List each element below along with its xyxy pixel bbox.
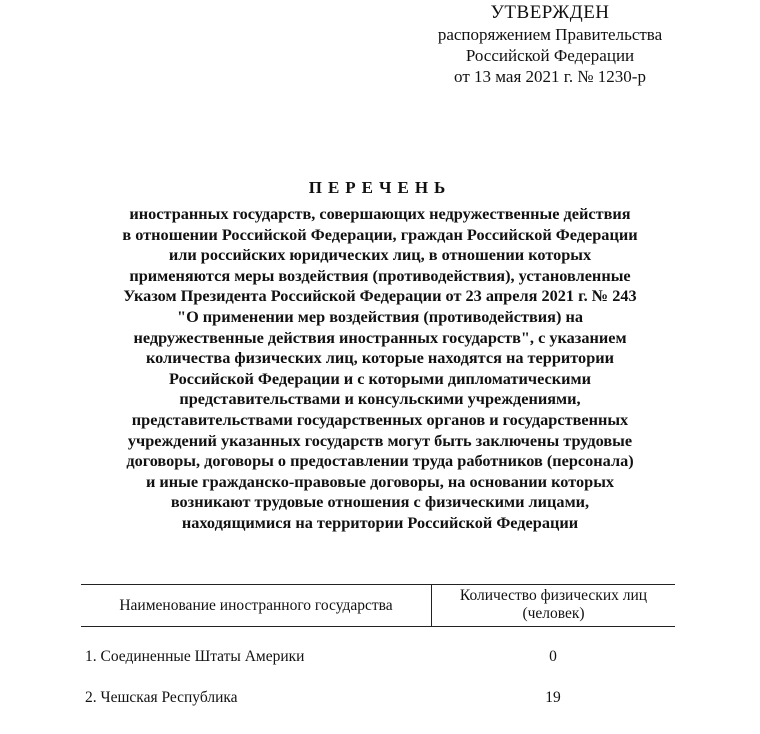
subtitle-line: возникают трудовые отношения с физическими лицами, bbox=[170, 492, 590, 512]
cell-country: 2. Чешская Республика bbox=[85, 688, 238, 706]
approval-stamp bbox=[400, 2, 700, 87]
approval-line: распоряжением Правительства bbox=[437, 25, 663, 44]
subtitle-line: находящимися на территории Российской Федерации bbox=[181, 512, 579, 532]
cell-country: 1. Соединенные Штаты Америки bbox=[85, 647, 305, 665]
subtitle-line: Российской Федерации и с которыми дипломатическими bbox=[169, 368, 591, 388]
table-row bbox=[81, 636, 675, 677]
countries-table bbox=[81, 584, 675, 718]
header-count bbox=[432, 585, 675, 626]
header-count-line: (человек) bbox=[522, 605, 585, 622]
cell-count: 19 bbox=[545, 688, 561, 706]
subtitle-line: применяются меры воздействия (противодействия), установленные bbox=[129, 265, 631, 285]
subtitle-line: недружественные действия иностранных государств", с указанием bbox=[133, 327, 627, 347]
document-subtitle bbox=[60, 204, 700, 534]
subtitle-line: "О применении мер воздействия (противодействия) на bbox=[177, 306, 583, 326]
document-title: ПЕРЕЧЕНЬ bbox=[308, 178, 452, 197]
subtitle-line: иностранных государств, совершающих недружественные действия bbox=[129, 204, 631, 223]
approval-line: от 13 мая 2021 г. № 1230-р bbox=[454, 67, 646, 86]
table-header bbox=[81, 584, 675, 627]
subtitle-line: в отношении Российской Федерации, граждан Российской Федерации bbox=[122, 224, 638, 244]
subtitle-line: представительствами государственных органов и государственных bbox=[131, 409, 629, 429]
subtitle-line: договоры, договоры о предоставлении труда работников (персонала) bbox=[126, 451, 634, 471]
subtitle-line: представительствами и консульскими учреждениями, bbox=[179, 389, 581, 409]
header-count-line: Количество физических лиц bbox=[459, 587, 648, 604]
approval-heading: УТВЕРЖДЕН bbox=[490, 2, 610, 23]
subtitle-line: количества физических лиц, которые находятся на территории bbox=[145, 348, 615, 368]
subtitle-line: и иные гражданско-правовые договоры, на основании которых bbox=[145, 471, 615, 491]
subtitle-line: или российских юридических лиц, в отношении которых bbox=[168, 245, 592, 265]
approval-line: Российской Федерации bbox=[465, 46, 635, 65]
subtitle-line: Указом Президента Российской Федерации от 23 апреля 2021 г. № 243 bbox=[123, 286, 637, 306]
cell-count: 0 bbox=[549, 647, 557, 665]
header-country: Наименование иностранного государства bbox=[81, 585, 432, 626]
subtitle-line: учреждений указанных государств могут быть заключены трудовые bbox=[127, 430, 633, 450]
table-row bbox=[81, 677, 675, 718]
